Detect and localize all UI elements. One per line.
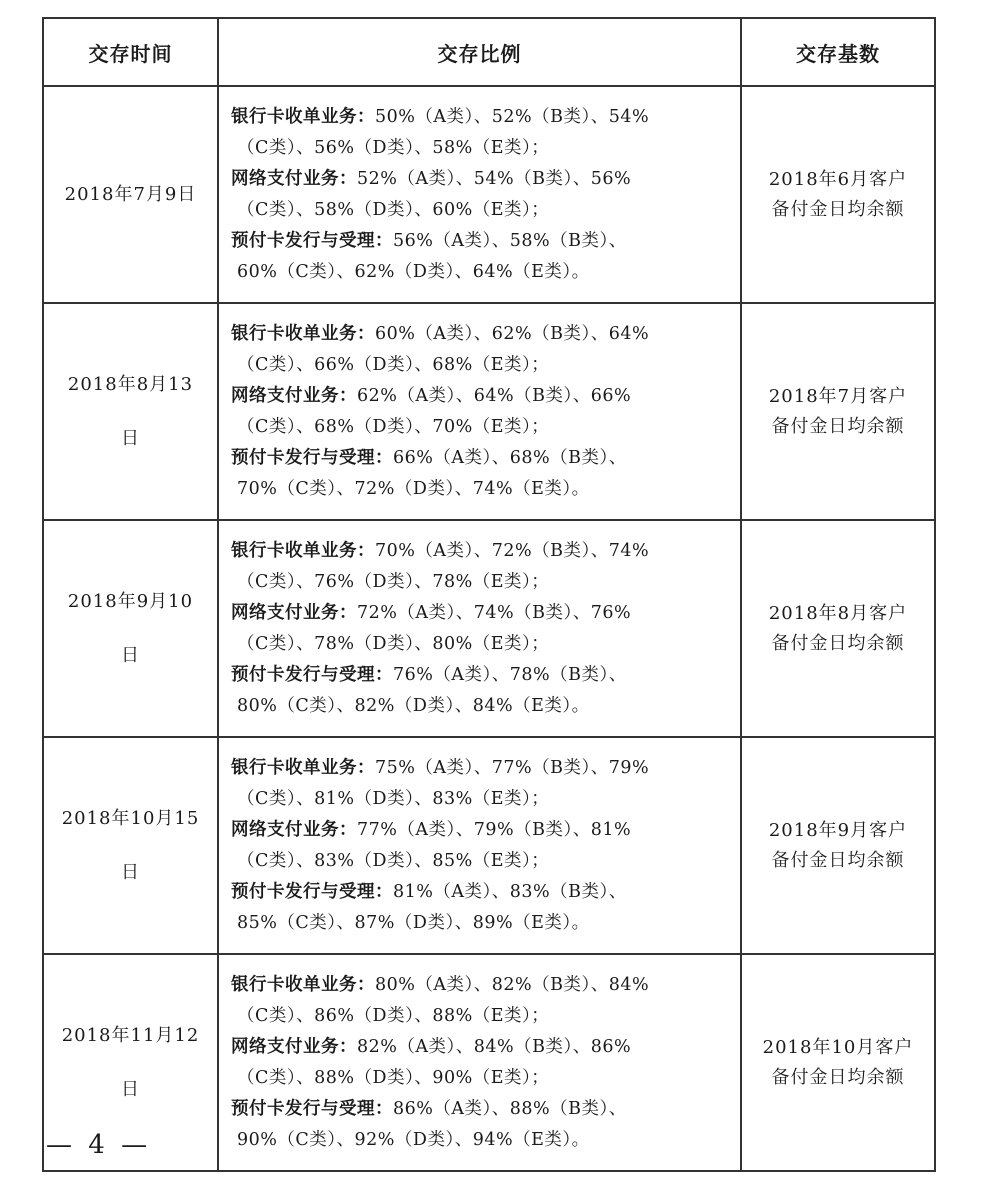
ratio-line — [231, 970, 732, 1001]
ratio-line — [231, 412, 732, 443]
ratio-line — [231, 257, 732, 288]
ratio-line — [231, 877, 732, 908]
business-type-label: 银行卡收单业务： — [231, 974, 375, 995]
ratio-values: （C类）、83%（D类）、85%（E类）； — [237, 850, 550, 871]
deposit-base-cell — [741, 954, 935, 1171]
deposit-base-text: 备付金日均余额 — [771, 849, 905, 871]
deposit-date-cell — [43, 520, 218, 737]
ratio-line — [231, 846, 732, 877]
business-type-label: 预付卡发行与受理： — [231, 447, 393, 468]
ratio-line — [231, 908, 732, 939]
ratio-line — [231, 133, 732, 164]
ratio-line — [231, 195, 732, 226]
deposit-ratio-cell — [218, 303, 741, 520]
ratio-values: 90%（C类）、92%（D类）、94%（E类）。 — [237, 1129, 590, 1150]
table-row — [43, 737, 935, 954]
ratio-line — [231, 691, 732, 722]
deposit-base-text: 备付金日均余额 — [771, 632, 905, 654]
deposit-base-text: 2018年6月客户 — [768, 168, 908, 190]
ratio-line — [231, 164, 732, 195]
ratio-line — [231, 660, 732, 691]
deposit-date-text: 2018年7月9日 — [64, 183, 197, 205]
ratio-values: 60%（C类）、62%（D类）、64%（E类）。 — [237, 261, 590, 282]
ratio-line — [231, 474, 732, 505]
ratio-line — [231, 1032, 732, 1063]
ratio-line — [231, 567, 732, 598]
ratio-line — [231, 226, 732, 257]
deposit-ratio-cell — [218, 737, 741, 954]
ratio-line — [231, 443, 732, 474]
ratio-line — [231, 381, 732, 412]
ratio-line — [231, 1063, 732, 1094]
business-type-label: 网络支付业务： — [231, 602, 357, 623]
ratio-line — [231, 1001, 732, 1032]
ratio-values: 76%（A类）、78%（B类）、 — [393, 664, 627, 685]
page-number: — 4 — — [46, 1130, 152, 1160]
business-type-label: 网络支付业务： — [231, 1036, 357, 1057]
deposit-base-text: 2018年9月客户 — [768, 819, 908, 841]
business-type-label: 网络支付业务： — [231, 168, 357, 189]
ratio-values: 60%（A类）、62%（B类）、64% — [375, 323, 650, 344]
table-row — [43, 303, 935, 520]
ratio-line — [231, 350, 732, 381]
business-type-label: 银行卡收单业务： — [231, 540, 375, 561]
deposit-base-cell — [741, 520, 935, 737]
ratio-line — [231, 598, 732, 629]
ratio-line — [231, 1094, 732, 1125]
business-type-label: 银行卡收单业务： — [231, 106, 375, 127]
ratio-line — [231, 319, 732, 350]
ratio-line — [231, 815, 732, 846]
deposit-date-text: 2018年8月13 — [67, 373, 194, 395]
business-type-label: 银行卡收单业务： — [231, 323, 375, 344]
business-type-label: 预付卡发行与受理： — [231, 230, 393, 251]
deposit-date-text: 2018年9月10 — [67, 590, 194, 612]
deposit-date-text: 2018年11月12 — [61, 1024, 200, 1046]
ratio-line — [231, 1125, 732, 1156]
deposit-schedule-table — [42, 17, 936, 1172]
deposit-base-cell — [741, 86, 935, 303]
business-type-label: 银行卡收单业务： — [231, 757, 375, 778]
business-type-label: 网络支付业务： — [231, 385, 357, 406]
table-row — [43, 520, 935, 737]
deposit-date-cell — [43, 86, 218, 303]
header-deposit-time: 交存时间 — [43, 18, 218, 86]
ratio-values: 50%（A类）、52%（B类）、54% — [375, 106, 650, 127]
ratio-values: （C类）、56%（D类）、58%（E类）； — [237, 137, 550, 158]
deposit-base-text: 2018年7月客户 — [768, 385, 908, 407]
ratio-values: （C类）、68%（D类）、70%（E类）； — [237, 416, 550, 437]
deposit-base-text: 备付金日均余额 — [771, 415, 905, 437]
deposit-base-text: 2018年8月客户 — [768, 602, 908, 624]
deposit-base-text: 备付金日均余额 — [771, 198, 905, 220]
ratio-values: 80%（A类）、82%（B类）、84% — [375, 974, 650, 995]
table-row — [43, 954, 935, 1171]
ratio-values: （C类）、66%（D类）、68%（E类）； — [237, 354, 550, 375]
ratio-values: （C类）、81%（D类）、83%（E类）； — [237, 788, 550, 809]
ratio-line — [231, 784, 732, 815]
business-type-label: 预付卡发行与受理： — [231, 664, 393, 685]
ratio-values: 66%（A类）、68%（B类）、 — [393, 447, 627, 468]
ratio-line — [231, 102, 732, 133]
ratio-values: 86%（A类）、88%（B类）、 — [393, 1098, 627, 1119]
ratio-values: 62%（A类）、64%（B类）、66% — [357, 385, 632, 406]
ratio-values: 72%（A类）、74%（B类）、76% — [357, 602, 632, 623]
deposit-date-text: 2018年10月15 — [61, 807, 200, 829]
business-type-label: 预付卡发行与受理： — [231, 1098, 393, 1119]
ratio-values: 80%（C类）、82%（D类）、84%（E类）。 — [237, 695, 590, 716]
ratio-line — [231, 536, 732, 567]
ratio-values: 82%（A类）、84%（B类）、86% — [357, 1036, 632, 1057]
deposit-date-cell — [43, 303, 218, 520]
ratio-values: （C类）、58%（D类）、60%（E类）； — [237, 199, 550, 220]
ratio-values: 70%（C类）、72%（D类）、74%（E类）。 — [237, 478, 590, 499]
deposit-date-text: 日 — [121, 1078, 140, 1100]
table-row — [43, 86, 935, 303]
deposit-ratio-cell — [218, 954, 741, 1171]
deposit-date-cell — [43, 737, 218, 954]
deposit-date-text: 日 — [121, 427, 140, 449]
ratio-values: 85%（C类）、87%（D类）、89%（E类）。 — [237, 912, 590, 933]
header-row — [43, 18, 935, 86]
deposit-base-text: 2018年10月客户 — [762, 1036, 914, 1058]
deposit-base-text: 备付金日均余额 — [771, 1066, 905, 1088]
ratio-values: 81%（A类）、83%（B类）、 — [393, 881, 627, 902]
business-type-label: 网络支付业务： — [231, 819, 357, 840]
header-deposit-ratio: 交存比例 — [218, 18, 741, 86]
ratio-line — [231, 753, 732, 784]
ratio-line — [231, 629, 732, 660]
ratio-values: 77%（A类）、79%（B类）、81% — [357, 819, 632, 840]
deposit-base-cell — [741, 303, 935, 520]
ratio-values: 75%（A类）、77%（B类）、79% — [375, 757, 650, 778]
header-deposit-base: 交存基数 — [741, 18, 935, 86]
ratio-values: （C类）、76%（D类）、78%（E类）； — [237, 571, 550, 592]
ratio-values: 56%（A类）、58%（B类）、 — [393, 230, 627, 251]
deposit-date-text: 日 — [121, 644, 140, 666]
business-type-label: 预付卡发行与受理： — [231, 881, 393, 902]
ratio-values: （C类）、86%（D类）、88%（E类）； — [237, 1005, 550, 1026]
ratio-values: （C类）、88%（D类）、90%（E类）； — [237, 1067, 550, 1088]
deposit-ratio-cell — [218, 520, 741, 737]
deposit-date-text: 日 — [121, 861, 140, 883]
deposit-base-cell — [741, 737, 935, 954]
ratio-values: （C类）、78%（D类）、80%（E类）； — [237, 633, 550, 654]
ratio-values: 70%（A类）、72%（B类）、74% — [375, 540, 650, 561]
deposit-ratio-cell — [218, 86, 741, 303]
ratio-values: 52%（A类）、54%（B类）、56% — [357, 168, 632, 189]
